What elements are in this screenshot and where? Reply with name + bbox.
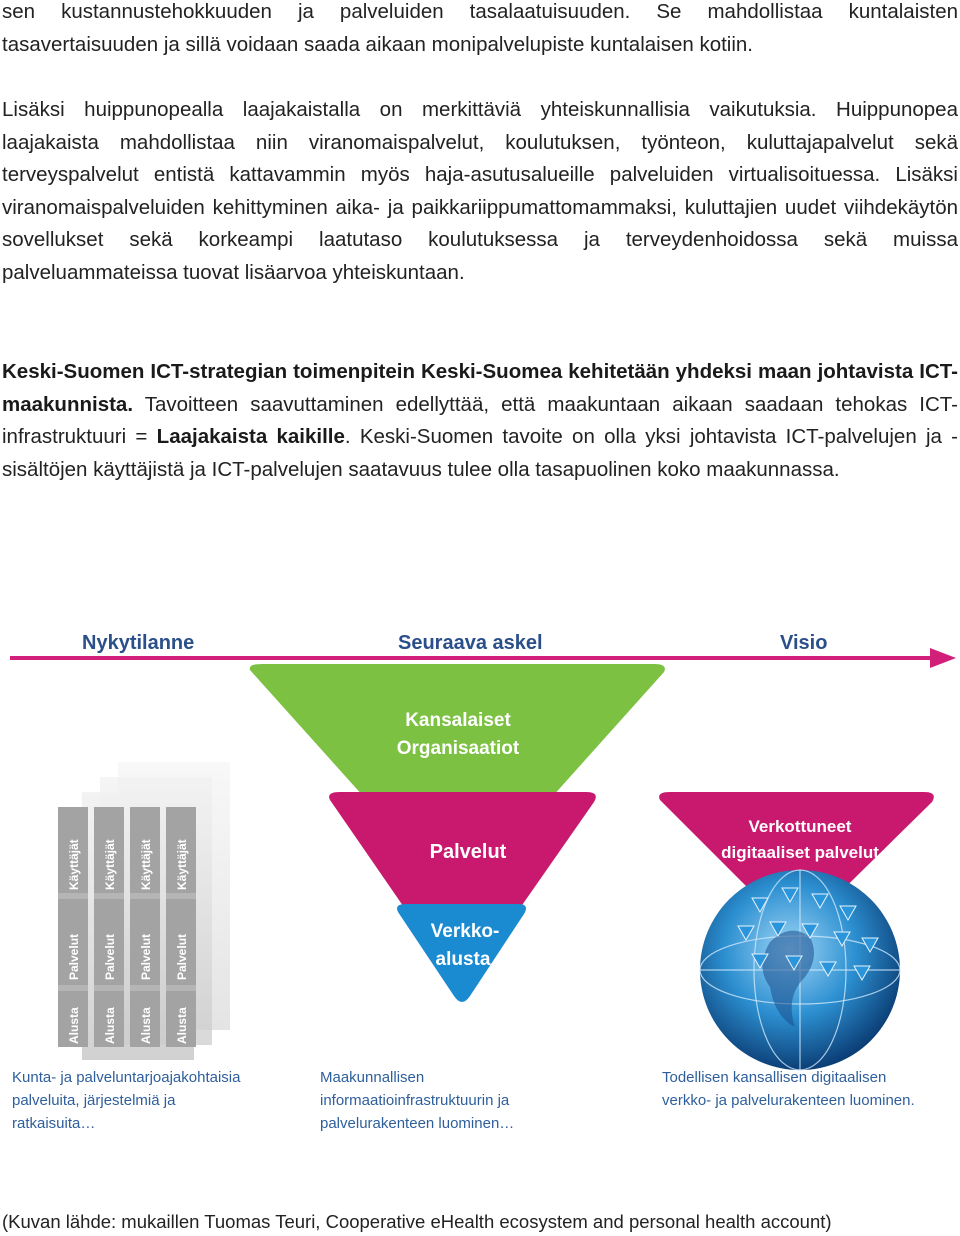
network-label-1: Verkko-: [430, 921, 500, 942]
vision-illustration: [659, 792, 934, 1070]
broadband-for-all: Laajakaista kaikille: [156, 425, 345, 448]
figure-svg: [0, 612, 960, 1152]
col3-services-label: Palvelut: [139, 933, 153, 980]
strategy-bold-lead: Keski-Suomen ICT-strategian toimenpitein Keski-Suomea kehitetään yhdeksi maan johtavista ICT-maakunnista.: [2, 360, 958, 416]
layer-pyramid: [250, 664, 665, 1002]
col4-users-label: Käyttäjät: [175, 839, 189, 890]
desc-left-1: Kunta- ja palveluntarjoajakohtaisia: [12, 1069, 241, 1086]
figure-caption: (Kuvan lähde: mukaillen Tuomas Teuri, Cooperative eHealth ecosystem and personal health account): [2, 1211, 832, 1232]
desc-right-1: Todellisen kansallisen digitaalisen: [662, 1069, 887, 1086]
desc-left-3: ratkaisuita…: [12, 1115, 96, 1132]
stage-next: Seuraava askel: [398, 632, 543, 654]
strategy-text-1: Tavoitteen saavuttaminen edellyttää, että maakuntaan aikaan saadaan tehokas ICT-infrastruktuuri =: [2, 392, 958, 448]
vision-label-2: digitaaliset palvelut: [721, 843, 879, 862]
ict-development-figure: [0, 612, 960, 1152]
services-label: Palvelut: [429, 841, 507, 863]
organisations-label: Organisaatiot: [396, 738, 520, 759]
strategy-text-2: . Keski-Suomen tavoite on olla yksi johtavista ICT-palvelujen ja -sisältöjen käyttäjistä ja ICT-palvelujen saatavuus tulee olla tasapuolinen koko maakunnassa.: [2, 425, 959, 481]
network-label-2: alusta: [435, 949, 491, 970]
stage-descriptions: [12, 1069, 915, 1132]
citizens-label: Kansalaiset: [405, 710, 511, 731]
col3-platform-label: Alusta: [139, 1007, 153, 1044]
stage-vision: Visio: [780, 632, 828, 654]
col3-users-label: Käyttäjät: [139, 839, 153, 890]
paragraph-ict-strategy: [2, 356, 958, 486]
desc-right-2: verkko- ja palvelurakenteen luominen.: [662, 1092, 915, 1109]
col2-platform-label: Alusta: [103, 1007, 117, 1044]
col1-platform-label: Alusta: [67, 1007, 81, 1044]
desc-left-2: palveluita, järjestelmiä ja: [12, 1092, 176, 1109]
paragraph-intro: [2, 0, 958, 61]
stage-current: Nykytilanne: [82, 632, 195, 654]
col4-platform-label: Alusta: [175, 1007, 189, 1044]
col4-services-label: Palvelut: [175, 933, 189, 980]
vision-label-1: Verkottuneet: [748, 817, 852, 836]
desc-middle-1: Maakunnallisen: [320, 1069, 425, 1086]
col2-users-label: Käyttäjät: [103, 839, 117, 890]
desc-middle-3: palvelurakenteen luominen…: [320, 1115, 515, 1132]
col2-services-label: Palvelut: [103, 933, 117, 980]
col1-services-label: Palvelut: [67, 933, 81, 980]
paragraph-intro-text: sen kustannustehokkuuden ja palveluiden tasalaatuisuuden. Se mahdollistaa kuntalaisten tasavertaisuuden ja sillä voidaan saada aikaan monipalvelupiste kuntalaisen kotiin.: [2, 0, 958, 56]
desc-middle-2: informaatioinfrastruktuurin ja: [320, 1092, 510, 1109]
col1-users-label: Käyttäjät: [67, 839, 81, 890]
paragraph-broadband-impacts: Lisäksi huippunopealla laajakaistalla on merkittäviä yhteiskunnallisia vaikutuksia. Huippunopea laajakaista mahdollistaa niin viranomaispalvelut, koulutuksen, työnteon, kuluttajapalvelut sekä terveyspalvelut entistä kattavammin myös haja-asutusalueille palveluiden virtualisoituessa. Lisäksi viranomaispalveluiden kehittyminen aika- ja paikkariippumattomammaksi, kuluttajien uudet viihdekäytön sovellukset sekä korkeampi laatutaso koulutuksessa ja terveydenhoidossa sekä muissa palveluammateissa tuovat lisäarvoa yhteiskuntaan.: [2, 98, 958, 284]
